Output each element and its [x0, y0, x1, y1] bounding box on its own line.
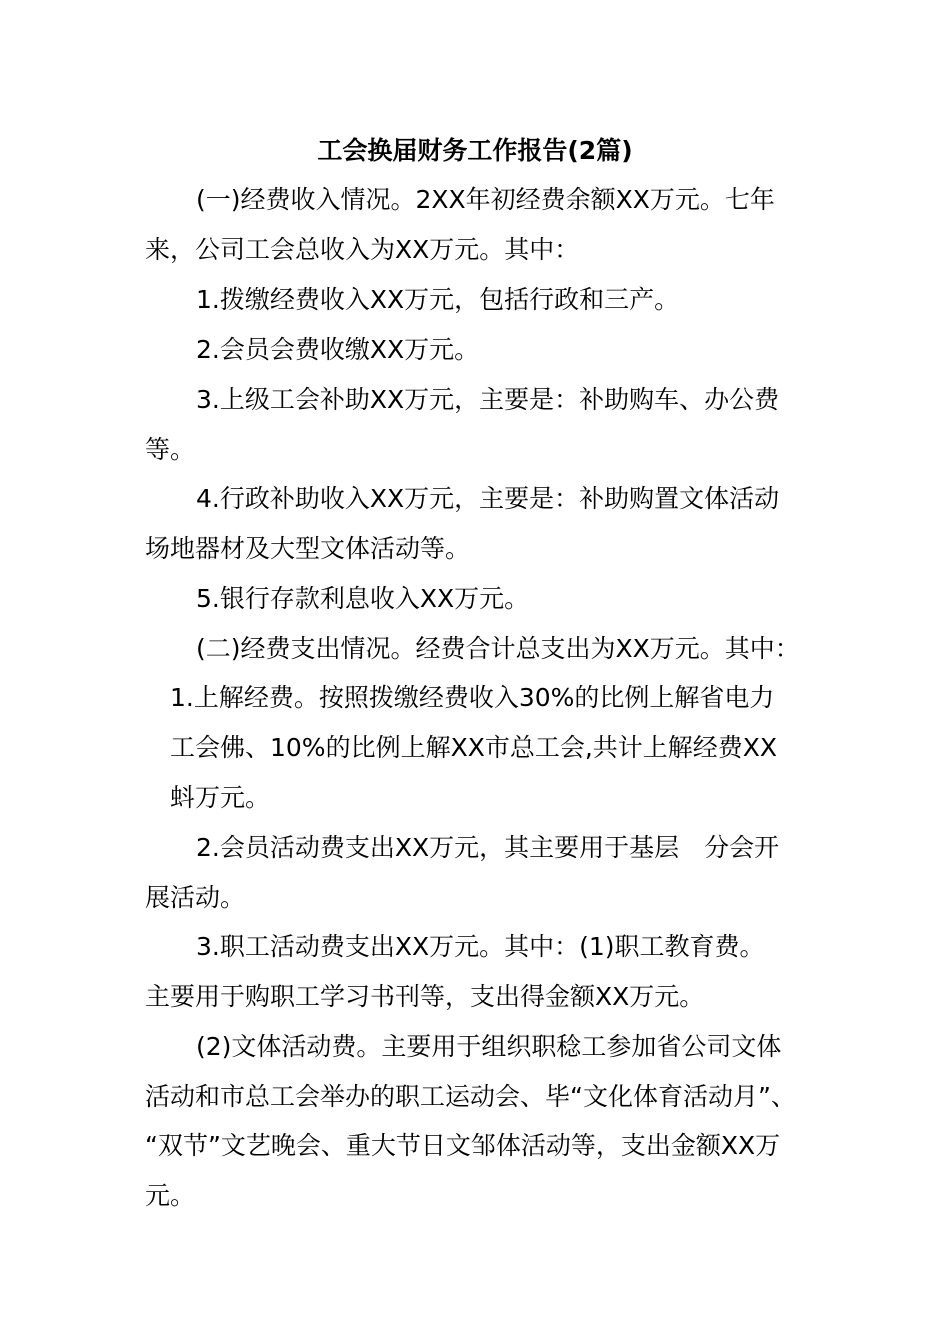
- paragraph-line: 5.银行存款利息收入XX万元。: [196, 584, 530, 613]
- paragraph-line: 2.会员活动费支出XX万元，其主要用于基层 分会开: [196, 833, 780, 862]
- paragraph-line: 1.上解经费。按照拨缴经费收入30%的比例上解省电力: [170, 683, 775, 712]
- paragraph-line: 蚪万元。: [170, 783, 271, 812]
- paragraph-line: 3.上级工会补助XX万元，主要是：补助购车、办公费: [196, 385, 780, 414]
- paragraph-line: 元。: [145, 1181, 196, 1210]
- paragraph-line: (一)经费收入情况。2XX年初经费余额XX万元。七年: [196, 185, 775, 214]
- paragraph-line: (2)文体活动费。主要用于组织职稔工参加省公司文体: [196, 1032, 782, 1061]
- paragraph-line: 2.会员会费收缴XX万元。: [196, 335, 480, 364]
- document-title: 工会换届财务工作报告(2篇): [317, 136, 633, 165]
- paragraph-line: 场地器材及大型文体活动等。: [145, 534, 471, 563]
- paragraph-line: “双节”文艺晚会、重大节日文邹体活动等，支出金额XX万: [145, 1131, 781, 1160]
- paragraph-line: 来，公司工会总收入为XX万元。其中：: [145, 235, 580, 264]
- paragraph-line: 等。: [145, 435, 196, 464]
- paragraph-line: 工会佛、10%的比例上解XX市总工会,共计上解经费XX: [170, 733, 778, 762]
- paragraph-line: 3.职工活动费支出XX万元。其中：(1)职工教育费。: [196, 932, 765, 961]
- paragraph-line: 4.行政补助收入XX万元，主要是：补助购置文体活动: [196, 484, 780, 513]
- paragraph-line: 活动和市总工会举办的职工运动会、毕“文化体育活动月”、: [145, 1082, 796, 1111]
- paragraph-line: (二)经费支出情况。经费合计总支出为XX万元。其中：: [196, 634, 800, 663]
- paragraph-line: 1.拨缴经费收入XX万元，包括行政和三产。: [196, 285, 680, 314]
- paragraph-line: 主要用于购职工学习书刊等，支出得金额XX万元。: [145, 982, 705, 1011]
- paragraph-line: 展活动。: [145, 883, 246, 912]
